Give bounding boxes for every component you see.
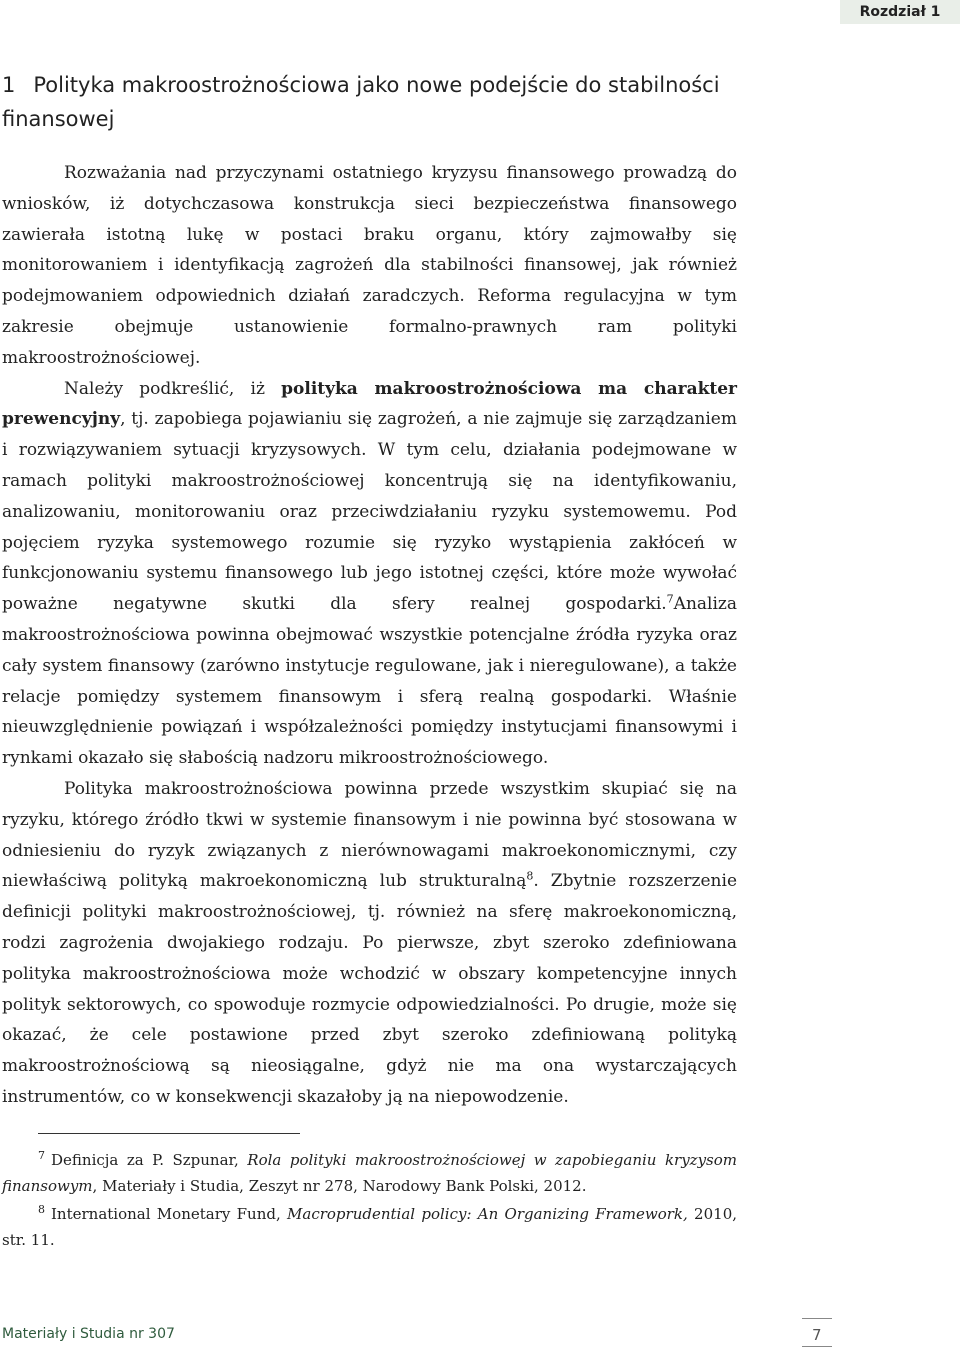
paragraph-2-start: Należy podkreślić, iż — [64, 378, 282, 399]
paragraph-3-start: Polityka makroostrożnościowa powinna przede wszystkim skupiać się na ryzyku, którego źródło tkwi w systemie finansowym i nie powinna być stosowana w odniesieniu do ryzyk związanych z nierównowagami makroekonomicznymi, czy niewłaściwą polityką makroekonomiczną lub strukturalną — [2, 778, 737, 892]
chapter-label: Rozdział 1 — [859, 4, 941, 20]
footnote-8 — [2, 1201, 737, 1253]
footer-series-title: Materiały i Studia nr 307 — [2, 1326, 175, 1342]
footnote-7-number: 7 — [38, 1149, 45, 1162]
footnote-ref-8[interactable]: 8 — [526, 869, 534, 883]
footnote-ref-7[interactable]: 7 — [666, 592, 674, 606]
footnote-8-title: Macroprudential policy: An Organizing Framework, — [287, 1205, 688, 1223]
footnote-8-source: 2010, str. 11. — [2, 1205, 738, 1249]
section-heading — [2, 68, 762, 136]
footnote-divider — [38, 1133, 300, 1134]
page-number-bottom-rule — [802, 1346, 832, 1347]
chapter-header — [840, 0, 960, 24]
paragraph-3 — [2, 774, 737, 1113]
footnote-8-number: 8 — [38, 1203, 45, 1216]
body-text — [2, 158, 737, 1113]
footnote-8-text: International Monetary Fund, — [51, 1205, 288, 1223]
paragraph-2-middle: , tj. zapobiega pojawianiu się zagrożeń, a nie zajmuje się zarządzaniem i rozwiązywaniem sytuacji kryzysowych. W tym celu, działania podejmowane w ramach polityki makroostrożnościowej koncentrują się na identyfikowaniu, analizowaniu, monitorowaniu oraz przeciwdziałaniu ryzyku systemowemu. Pod pojęciem ryzyka systemowego rozumie się ryzyko wystąpienia zakłóceń w funkcjonowaniu systemu finansowego lub jego istotnej części, które może wywołać poważne negatywne skutki dla sfery realnej gospodarki. — [2, 409, 737, 615]
footnotes — [2, 1147, 737, 1255]
paragraph-1: Rozważania nad przyczynami ostatniego kryzysu finansowego prowadzą do wniosków, iż dotychczasowa konstrukcja sieci bezpieczeństwa finansowego zawierała istotną lukę w postaci braku organu, który zajmowałby się monitorowaniem i identyfikacją zagrożeń dla stabilności finansowej, jak również podejmowaniem odpowiednich działań zaradczych. Reforma regulacyjna w tym zakresie obejmuje ustanowienie formalno-prawnych ram polityki makroostrożnościowej. — [2, 163, 737, 368]
section-number: 1 — [2, 73, 16, 97]
footnote-7-text: Definicja za P. Szpunar, — [51, 1151, 248, 1169]
page-number: 7 — [812, 1326, 822, 1344]
paragraph-2-end: Analiza makroostrożnościowa powinna obejmować wszystkie potencjalne źródła ryzyka oraz cały system finansowy (zarówno instytucje regulowane, jak i nieregulowane), a także relacje pomiędzy systemem finansowym i sferą realną gospodarki. Właśnie nieuwzględnienie powiązań i współzależności pomiędzy instytucjami finansowymi i rynkami okazało się słabością nadzoru mikroostrożnościowego. — [2, 594, 737, 769]
paragraph-2-bold-phrase: polityka makroostrożnościowa ma charakter prewencyjny — [2, 378, 737, 430]
page-number-top-rule — [802, 1318, 832, 1319]
footnote-7-source: , Materiały i Studia, Zeszyt nr 278, Narodowy Bank Polski, 2012. — [92, 1177, 587, 1195]
footnote-7 — [2, 1147, 737, 1199]
section-title: Polityka makroostrożnościowa jako nowe podejście do stabilności finansowej — [2, 73, 720, 131]
paragraph-2 — [2, 374, 737, 774]
paragraph-3-end: . Zbytnie rozszerzenie definicji polityki makroostrożnościowej, tj. również na sferę makroekonomiczną, rodzi zagrożenia dwojakiego rodzaju. Po pierwsze, zbyt szeroko zdefiniowana polityka makroostrożnościowa może wchodzić w obszary kompetencyjne innych polityk sektorowych, co spowoduje rozmycie odpowiedzialności. Po drugie, może się okazać, że cele postawione przed zbyt szeroko zdefiniowaną polityką makroostrożnościową są nieosiągalne, gdyż nie ma ona wystarczających instrumentów, co w konsekwencji skazałoby ją na niepowodzenie. — [2, 871, 738, 1107]
footnote-7-title: Rola polityki makroostrożnościowej w zapobieganiu kryzysom finansowym — [2, 1151, 738, 1195]
